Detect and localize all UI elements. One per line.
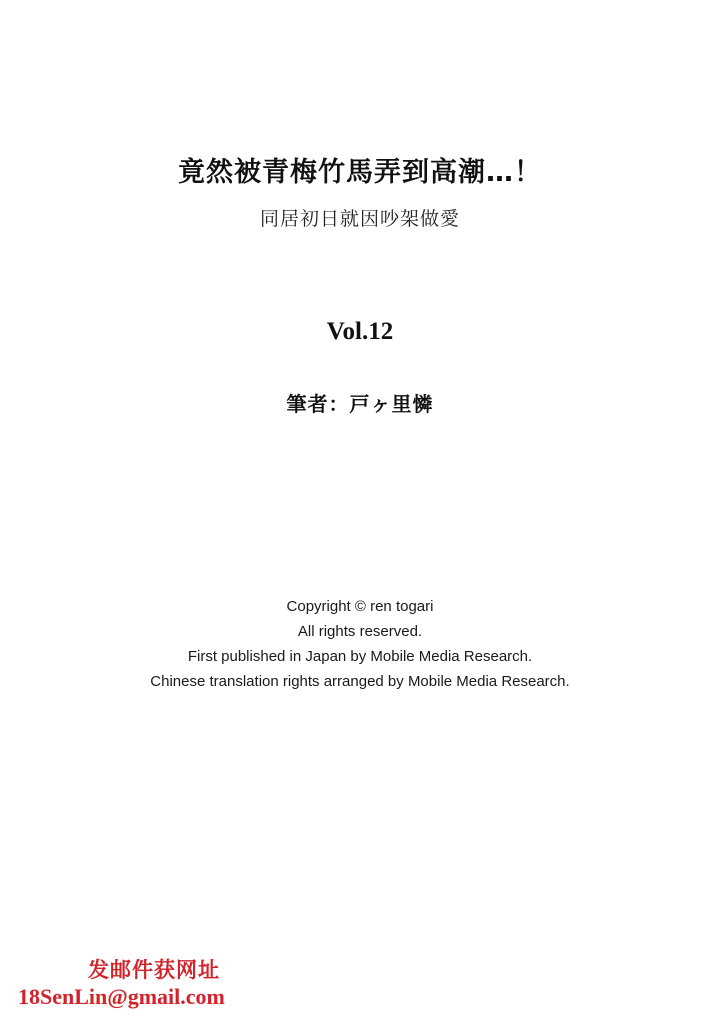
copyright-line: All rights reserved.	[297, 623, 423, 640]
watermark-text: 发邮件获网址	[88, 958, 220, 982]
page-title: 竟然被青梅竹馬弄到高潮…！	[178, 157, 542, 188]
watermark	[18, 957, 225, 1011]
title-block	[0, 155, 720, 231]
page-subtitle: 同居初日就因吵架做愛	[259, 208, 460, 231]
volume-number: Vol.12	[326, 318, 394, 345]
author-credit: 筆者：戸ヶ里憐	[286, 392, 434, 416]
copyright-line: Chinese translation rights arranged by Mobile Media Research.	[150, 673, 570, 690]
copyright-block	[0, 594, 720, 694]
copyright-line: First published in Japan by Mobile Media Research.	[187, 648, 533, 665]
copyright-line: Copyright © ren togari	[286, 598, 434, 615]
watermark-email: 18SenLin@gmail.com	[18, 984, 225, 1009]
